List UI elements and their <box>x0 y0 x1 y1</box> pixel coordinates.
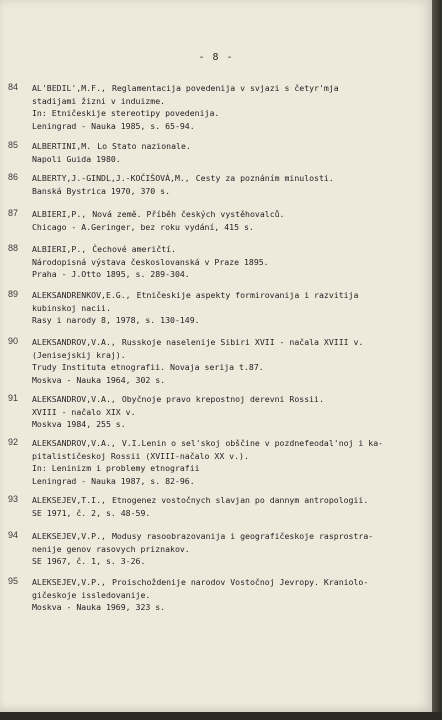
entry-line: nenije genov rasovych priznakov. <box>32 543 190 554</box>
entry-author: ALEKSEJEV,V.P., <box>32 531 106 541</box>
entry-text <box>32 530 412 568</box>
entry-text <box>32 172 412 197</box>
entry-text <box>32 243 412 281</box>
entry-text <box>32 393 412 431</box>
entry-number: 86 <box>8 172 19 182</box>
entry-author: ALBERTINI,M. <box>32 141 92 151</box>
entry-line: Napoli Guida 1980. <box>32 153 121 164</box>
entry-number: 95 <box>8 576 19 586</box>
entry-author: ALEKSANDROV,V.A., <box>32 394 116 404</box>
entry-title: Reglamentacija povedenija v svjazi s četyr'mja <box>111 83 339 93</box>
entry-number: 84 <box>8 82 19 92</box>
entry-line: gičeskoje issledovanije. <box>32 589 151 600</box>
entry-number: 85 <box>8 140 19 150</box>
entry-number: 88 <box>8 243 19 253</box>
entry-first-line <box>32 140 412 153</box>
entry-number: 91 <box>8 393 19 403</box>
entry-text <box>32 336 412 386</box>
entry-first-line <box>32 289 412 302</box>
page-bottom-shadow <box>0 712 442 720</box>
entry-author: ALEKSEJEV,V.P., <box>32 577 106 587</box>
entry-first-line <box>32 530 412 543</box>
entry-line: Chicago - A.Geringer, bez roku vydání, 415 s. <box>32 221 254 232</box>
entry-line: kubinskoj nacii. <box>32 302 111 313</box>
entry-first-line <box>32 576 412 589</box>
entry-line: Moskva - Nauka 1964, 302 s. <box>32 374 166 385</box>
entry-author: ALEKSEJEV,T.I., <box>32 495 106 505</box>
entry-author: ALEKSANDRENKOV,E.G., <box>32 290 131 300</box>
entry-line: Moskva - Nauka 1969, 323 s. <box>32 602 166 613</box>
entry-author: ALEKSANDROV,V.A., <box>32 438 116 448</box>
entry-line: Leningrad - Nauka 1987, s. 82-96. <box>32 475 195 486</box>
entry-number: 94 <box>8 530 19 540</box>
entry-author: ALBIERI,P., <box>32 244 87 254</box>
entry-author: ALBIERI,P., <box>32 209 87 219</box>
entry-line: (Jenisejskij kraj). <box>32 349 126 360</box>
entry-line: SE 1967, č. 1, s. 3-26. <box>32 556 146 567</box>
page-edge-shadow <box>432 0 442 720</box>
entry-author: ALBERTY,J.-GINDL,J.-KOČIŠOVÁ,M., <box>32 173 190 183</box>
entry-author: AL'BEDIL',M.F., <box>32 83 106 93</box>
entry-text <box>32 140 412 165</box>
entry-line: Rasy i narody 8, 1978, s. 130-149. <box>32 315 200 326</box>
entry-line: Trudy Instituta etnografii. Novaja serija t.87. <box>32 362 264 373</box>
entry-line: In: Leninizm i problemy etnografii <box>32 463 200 474</box>
entry-first-line <box>32 437 412 450</box>
entry-title: Etnogenez vostočnych slavjan po dannym antropologii. <box>111 495 369 505</box>
entry-first-line <box>32 243 412 256</box>
entry-number: 92 <box>8 437 19 447</box>
entry-line: Banská Bystrica 1970, 370 s. <box>32 185 171 196</box>
entry-line: Praha - J.Otto 1895, s. 289-304. <box>32 269 190 280</box>
entry-first-line <box>32 172 412 185</box>
entry-line: SE 1971, č. 2, s. 48-59. <box>32 507 151 518</box>
entry-first-line <box>32 208 412 221</box>
entry-line: XVIII - načalo XIX v. <box>32 406 136 417</box>
entry-text <box>32 437 412 487</box>
entry-title: Lo Stato nazionale. <box>97 141 191 151</box>
entry-title: Čechové američtí. <box>92 244 177 254</box>
entry-text <box>32 494 412 519</box>
entry-text <box>32 289 412 327</box>
entry-number: 87 <box>8 208 19 218</box>
entry-line: Národopisná výstava českoslovanská v Praze 1895. <box>32 256 269 267</box>
entry-number: 90 <box>8 336 19 346</box>
entry-line: In: Etničeskije stereotipy povedenija. <box>32 108 220 119</box>
entry-first-line <box>32 82 412 95</box>
entry-line: stadijami žizni v induizme. <box>32 95 166 106</box>
entry-text <box>32 82 412 132</box>
entry-title: Cesty za poznáním minulosti. <box>195 173 334 183</box>
entry-first-line <box>32 393 412 406</box>
entry-text <box>32 208 412 233</box>
entry-line: Moskva 1984, 255 s. <box>32 419 126 430</box>
page-number: - 8 - <box>198 52 234 63</box>
entry-text <box>32 576 412 614</box>
entry-line: pitalističeskoj Rossii (XVIII-načalo XX v.). <box>32 450 249 461</box>
entry-first-line <box>32 336 412 349</box>
entry-first-line <box>32 494 412 507</box>
entry-title: Etničeskije aspekty formirovanija i razvitija <box>136 290 359 300</box>
entry-line: Leningrad - Nauka 1985, s. 65-94. <box>32 120 195 131</box>
entry-title: V.I.Lenin o sel'skoj obščine v pozdnefeodal'noj i ka- <box>121 438 384 448</box>
entry-title: Obyčnoje pravo krepostnoj derevni Rossii. <box>121 394 324 404</box>
entry-title: Nová země. Příběh českých vystěhovalců. <box>92 209 285 219</box>
entry-title: Proischoždenije narodov Vostočnoj Jevropy. Kraniolo- <box>111 577 369 587</box>
entry-number: 93 <box>8 494 19 504</box>
entry-number: 89 <box>8 289 19 299</box>
entry-author: ALEKSANDROV,V.A., <box>32 337 116 347</box>
entry-title: Russkoje naselenije Sibiri XVII - načala XVIII v. <box>121 337 364 347</box>
entry-title: Modusy rasoobrazovanija i geografičeskoje rasprostra- <box>111 531 374 541</box>
